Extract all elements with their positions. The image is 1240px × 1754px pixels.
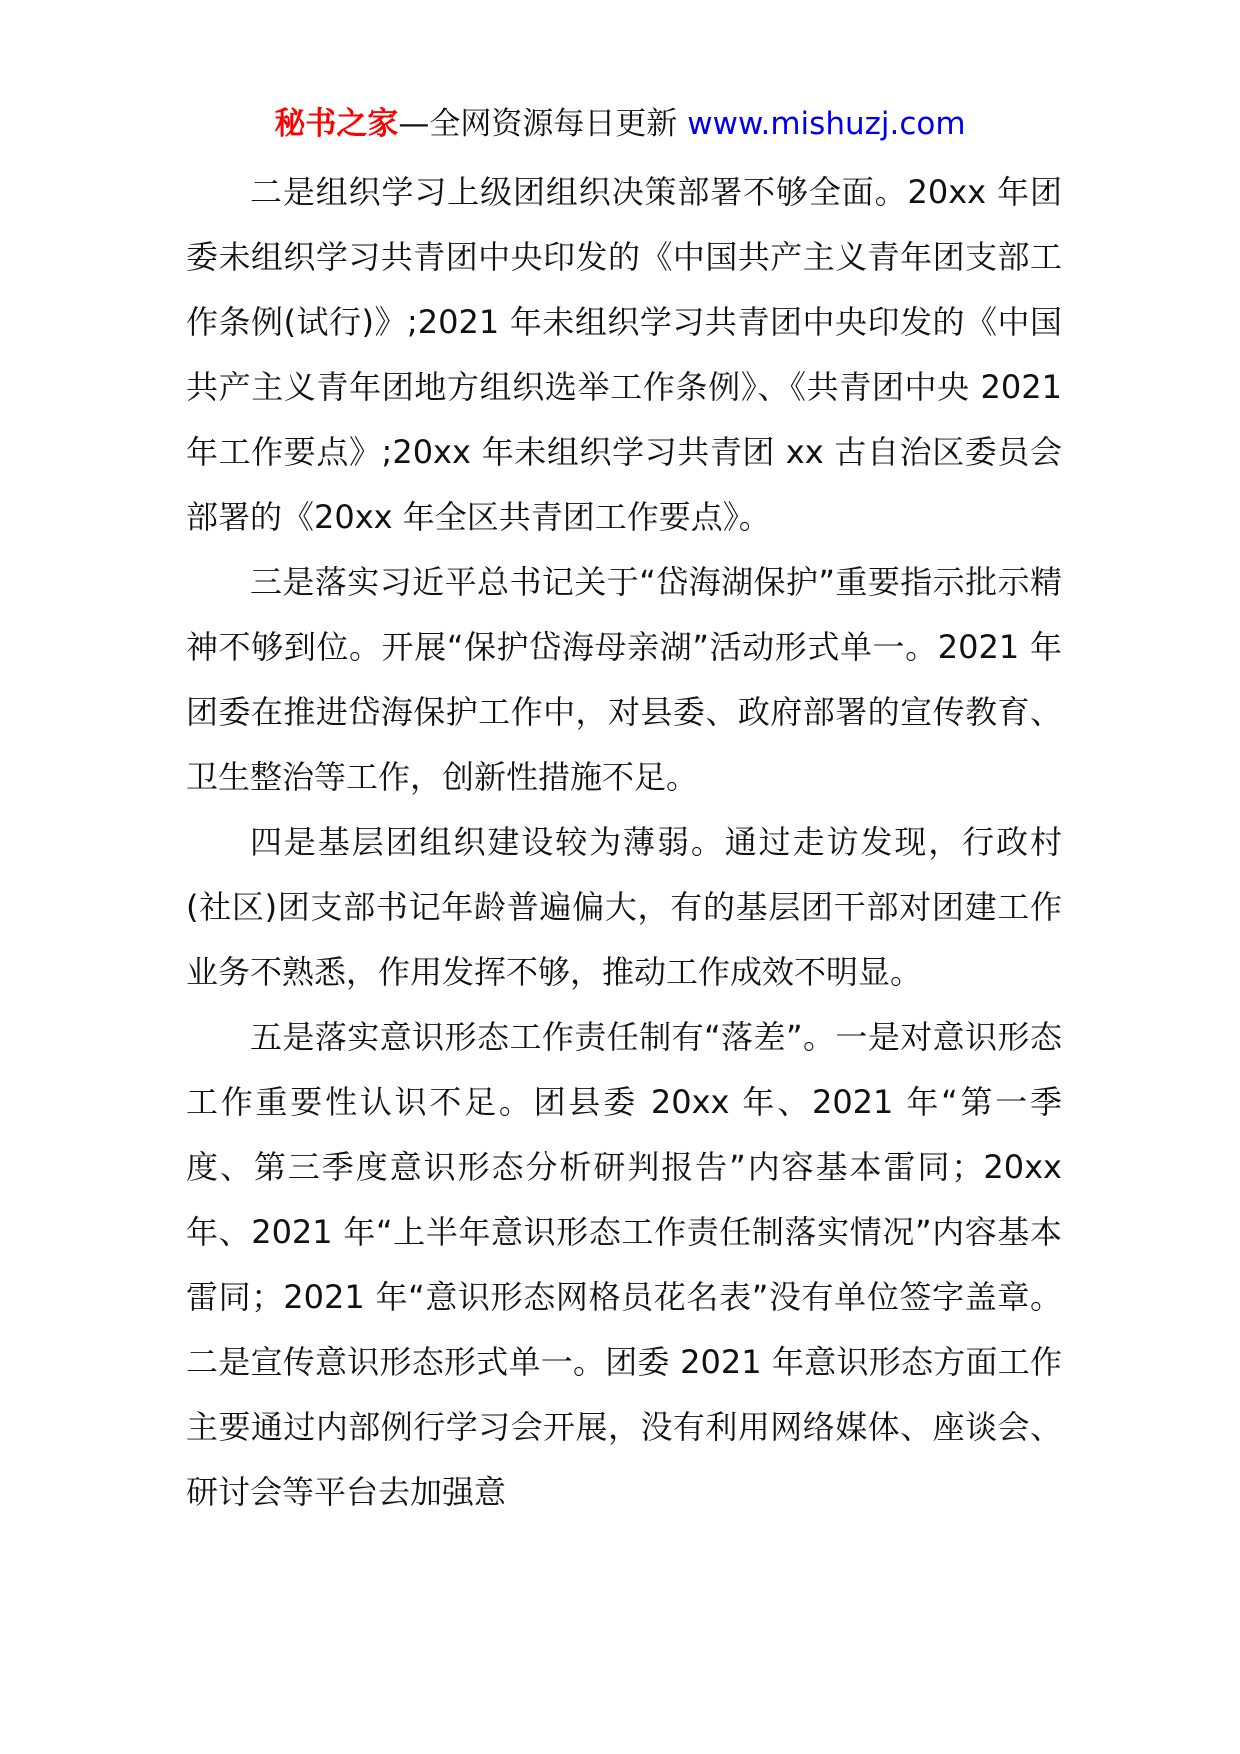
paragraph-3: 三是落实习近平总书记关于“岱海湖保护”重要指示批示精神不够到位。开展“保护岱海母亲湖”活动形式单一。2021 年团委在推进岱海保护工作中，对县委、政府部署的宣传教育、卫生整治等工作，创新性措施不足。 — [186, 563, 1062, 796]
page-header — [0, 100, 1240, 148]
header-tagline: —全网资源每日更新 — [398, 106, 688, 142]
paragraph-2: 二是组织学习上级团组织决策部署不够全面。20xx 年团委未组织学习共青团中央印发的《中国共产主义青年团支部工作条例(试行)》;2021 年未组织学习共青团中央印发的《中国共产主义青年团地方组织选举工作条例》、《共青团中央 2021 年工作要点》;20xx 年未组织学习共青团 xx 古自治区委员会部署的《20xx 年全区共青团工作要点》。 — [186, 173, 1062, 536]
brand-name: 秘书之家 — [274, 106, 399, 142]
paragraph-5: 五是落实意识形态工作责任制有“落差”。一是对意识形态工作重要性认识不足。团县委 20xx 年、2021 年“第一季度、第三季度意识形态分析研判报告”内容基本雷同；20xx 年、2021 年“上半年意识形态工作责任制落实情况”内容基本雷同；2021 年“意识形态网格员花名表”没有单位签字盖章。二是宣传意识形态形式单一。团委 2021 年意识形态方面工作主要通过内部例行学习会开展，没有利用网络媒体、座谈会、研讨会等平台去加强意 — [186, 1018, 1062, 1511]
website-link[interactable]: www.mishuzj.com — [687, 106, 966, 142]
document-body — [186, 160, 1062, 1525]
paragraph-4: 四是基层团组织建设较为薄弱。通过走访发现，行政村(社区)团支部书记年龄普遍偏大，有的基层团干部对团建工作业务不熟悉，作用发挥不够，推动工作成效不明显。 — [186, 823, 1062, 991]
